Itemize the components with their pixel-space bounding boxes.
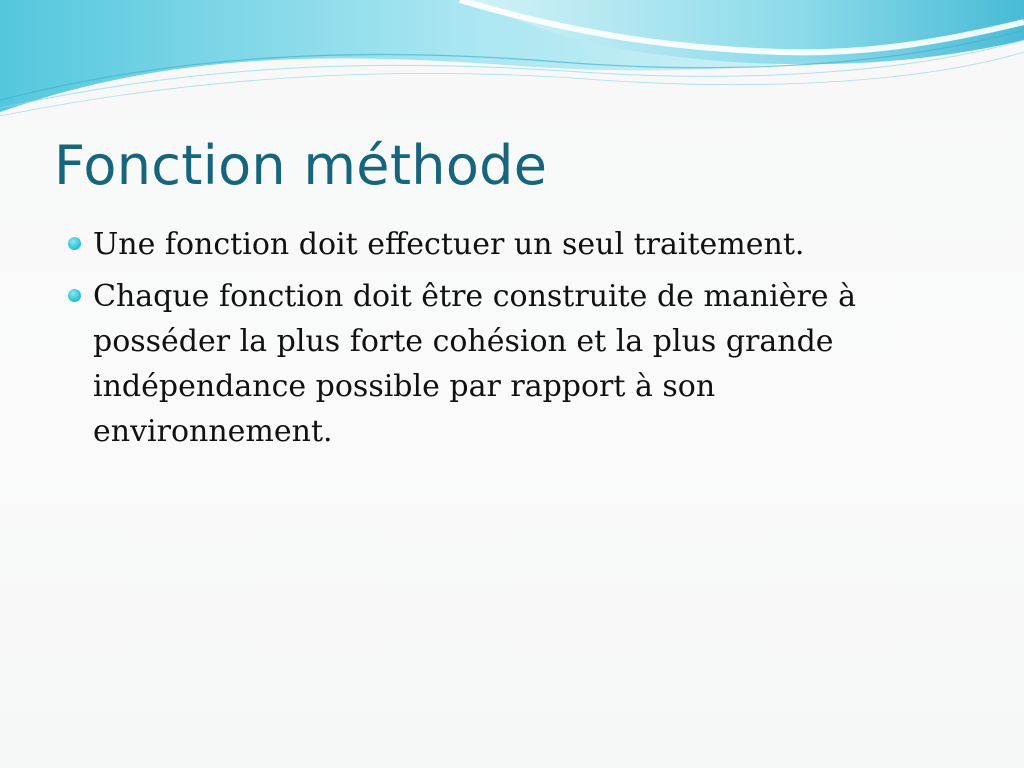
bullet-text: Une fonction doit effectuer un seul traitement. <box>93 227 805 262</box>
bullet-list <box>64 222 944 461</box>
slide-title: Fonction méthode <box>54 134 548 197</box>
list-item <box>64 274 944 454</box>
bullet-dot-icon <box>68 237 81 250</box>
bullet-text: Chaque fonction doit être construite de manière à posséder la plus forte cohésion et la plus grande indépendance possible par rapport à son environnement. <box>93 279 856 449</box>
list-item <box>64 222 944 267</box>
bullet-dot-icon <box>68 289 81 302</box>
wave-header-decoration <box>0 0 1024 130</box>
